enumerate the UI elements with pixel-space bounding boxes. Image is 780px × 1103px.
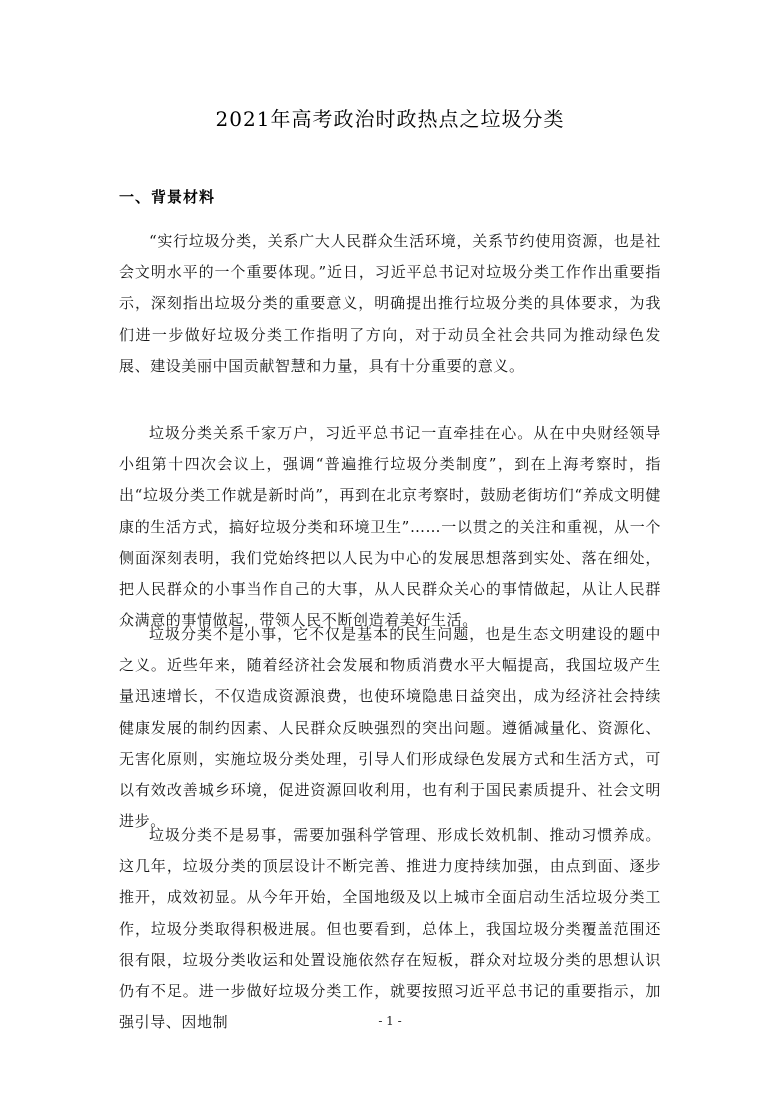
document-title: 2021年高考政治时政热点之垃圾分类	[215, 107, 565, 131]
paragraph-4: 垃圾分类不是易事，需要加强科学管理、形成长效机制、推动习惯养成。这几年，垃圾分类的顶层设计不断完善、推进力度持续加强，由点到面、逐步推开，成效初显。从今年开始，全国地级及以上城市全面启动生活垃圾分类工作，垃圾分类取得积极进展。但也要看到，总体上，我国垃圾分类覆盖范围还很有限，垃圾分类收运和处置设施依然存在短板，群众对垃圾分类的思想认识仍有不足。进一步做好垃圾分类工作，就要按照习近平总书记的重要指示，加强引导、因地制	[119, 826, 661, 1032]
paragraph-2: 垃圾分类关系千家万户，习近平总书记一直牵挂在心。从在中央财经领导小组第十四次会议上，强调“普遍推行垃圾分类制度”，到在上海考察时，指出“垃圾分类工作就是新时尚”，再到在北京考察时，鼓励老街坊们“养成文明健康的生活方式，搞好垃圾分类和环境卫生”……一以贯之的关注和重视，从一个侧面深刻表明，我们党始终把以人民为中心的发展思想落到实处、落在细处，把人民群众的小事当作自己的大事，从人民群众关心的事情做起，从让人民群众满意的事情做起，带领人民不断创造着美好生活。	[119, 424, 661, 630]
section-heading: 一、背景材料	[119, 188, 216, 206]
paragraph-3: 垃圾分类不是小事，它不仅是基本的民生问题，也是生态文明建设的题中之义。近些年来，随着经济社会发展和物质消费水平大幅提高，我国垃圾产生量迅速增长，不仅造成资源浪费，也使环境隐患日益突出，成为经济社会持续健康发展的制约因素、人民群众反映强烈的突出问题。遵循减量化、资源化、无害化原则，实施垃圾分类处理，引导人们形成绿色发展方式和生活方式，可以有效改善城乡环境，促进资源回收利用，也有利于国民素质提升、社会文明进步。	[119, 625, 661, 831]
page-number: - 1 -	[378, 1014, 402, 1028]
paragraph-1: “实行垃圾分类，关系广大人民群众生活环境，关系节约使用资源，也是社会文明水平的一个重要体现。”近日，习近平总书记对垃圾分类工作作出重要指示，深刻指出垃圾分类的重要意义，明确提出推行垃圾分类的具体要求，为我们进一步做好垃圾分类工作指明了方向，对于动员全社会共同为推动绿色发展、建设美丽中国贡献智慧和力量，具有十分重要的意义。	[119, 232, 661, 375]
